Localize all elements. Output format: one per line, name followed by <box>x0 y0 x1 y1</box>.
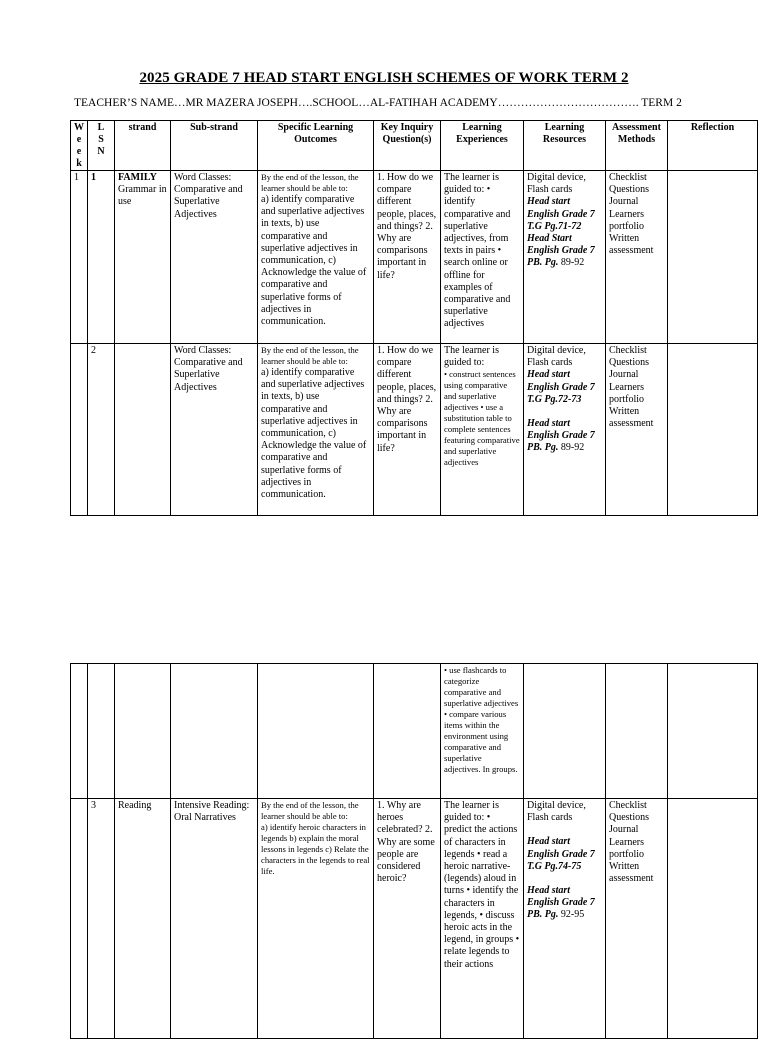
inquiry-cell: 1. How do we compare different people, places, and things? 2. Why are comparisons important in life? <box>374 171 441 344</box>
outcomes-cell: By the end of the lesson, the learner should be able to: a) identify comparative and superlative adjectives in texts, b) use comparative and superlative adjectives in communication, c) Acknowledge the value of comparative and superlative forms of adjectives in communication. <box>258 344 374 516</box>
inquiry-cell: 1. Why are heroes celebrated? 2. Why are some people are considered heroic? <box>374 799 441 1039</box>
sub-strand-cell: Intensive Reading: Oral Narratives <box>171 799 258 1039</box>
scheme-table-page-2 <box>70 663 758 1039</box>
assessment-cell: Checklist Questions Journal Learners portfolio Written assessment <box>606 171 668 344</box>
header-strand: strand <box>115 121 171 171</box>
assessment-cell: Checklist Questions Journal Learners portfolio Written assessment <box>606 344 668 516</box>
reflection-cell <box>668 171 758 344</box>
header-resources: Learning Resources <box>524 121 606 171</box>
table-row <box>71 799 758 1039</box>
header-lsn: L S N <box>88 121 115 171</box>
header-reflection: Reflection <box>668 121 758 171</box>
teacher-info-line: TEACHER’S NAME…MR MAZERA JOSEPH….SCHOOL…AL-FATIHAH ACADEMY………………………………. TERM 2 <box>74 97 682 109</box>
header-experiences: Learning Experiences <box>441 121 524 171</box>
header-inquiry: Key Inquiry Question(s) <box>374 121 441 171</box>
experiences-cell: The learner is guided to: • predict the actions of characters in legends • read a heroic narrative- (legends) aloud in turns • identify the characters in legends, • discuss heroic acts in the legend, in groups • relate legends to their actions <box>441 799 524 1039</box>
outcomes-cell: By the end of the lesson, the learner should be able to: a) identify heroic characters in legends b) explain the moral lessons in legends c) Relate the characters in the legends to real life. <box>258 799 374 1039</box>
resources-cell: Digital device, Flash cards Head start English Grade 7 T.G Pg.74-75 Head start English Grade 7 PB. Pg. 92-95 <box>524 799 606 1039</box>
lsn-cell: 3 <box>88 799 115 1039</box>
reflection-cell <box>668 799 758 1039</box>
week-cell: 1 <box>71 171 88 344</box>
strand-cell <box>115 344 171 516</box>
week-cell <box>71 344 88 516</box>
header-outcomes: Specific Learning Outcomes <box>258 121 374 171</box>
lsn-cell: 2 <box>88 344 115 516</box>
experiences-cell: The learner is guided to: • construct sentences using comparative and superlative adjectives • use a substitution table to complete sentences featuring comparative and superlative adjectives <box>441 344 524 516</box>
scheme-table-page-1 <box>70 120 758 516</box>
table-row-continued <box>71 664 758 799</box>
inquiry-cell: 1. How do we compare different people, places, and things? 2. Why are comparisons important in life? <box>374 344 441 516</box>
experiences-cell: The learner is guided to: • identify comparative and superlative adjectives, from texts in pairs • search online or offline for examples of comparative and superlative adjectives <box>441 171 524 344</box>
strand-cell: FAMILY Grammar in use <box>115 171 171 344</box>
header-row <box>71 121 758 171</box>
table-row <box>71 344 758 516</box>
sub-strand-cell: Word Classes: Comparative and Superlative Adjectives <box>171 344 258 516</box>
document-title: 2025 GRADE 7 HEAD START ENGLISH SCHEMES OF WORK TERM 2 <box>139 70 629 86</box>
assessment-cell: Checklist Questions Journal Learners portfolio Written assessment <box>606 799 668 1039</box>
resources-cell: Digital device, Flash cards Head start English Grade 7 T.G Pg.71-72 Head Start English Grade 7 PB. Pg. 89-92 <box>524 171 606 344</box>
lsn-cell: 1 <box>88 171 115 344</box>
header-assessment: Assessment Methods <box>606 121 668 171</box>
sub-strand-cell: Word Classes: Comparative and Superlative Adjectives <box>171 171 258 344</box>
table-row <box>71 171 758 344</box>
header-week: W e e k <box>71 121 88 171</box>
reflection-cell <box>668 344 758 516</box>
header-sub-strand: Sub-strand <box>171 121 258 171</box>
outcomes-cell: By the end of the lesson, the learner should be able to: a) identify comparative and superlative adjectives in texts, b) use comparative and superlative adjectives in communication, c) Acknowledge the value of comparative and superlative forms of adjectives in communication. <box>258 171 374 344</box>
resources-cell: Digital device, Flash cards Head start English Grade 7 T.G Pg.72-73 Head start English Grade 7 PB. Pg. 89-92 <box>524 344 606 516</box>
week-cell <box>71 799 88 1039</box>
experiences-cell: • use flashcards to categorize comparative and superlative adjectives • compare various items within the environment using comparative and superlative adjectives. In groups. <box>441 664 524 799</box>
strand-cell: Reading <box>115 799 171 1039</box>
